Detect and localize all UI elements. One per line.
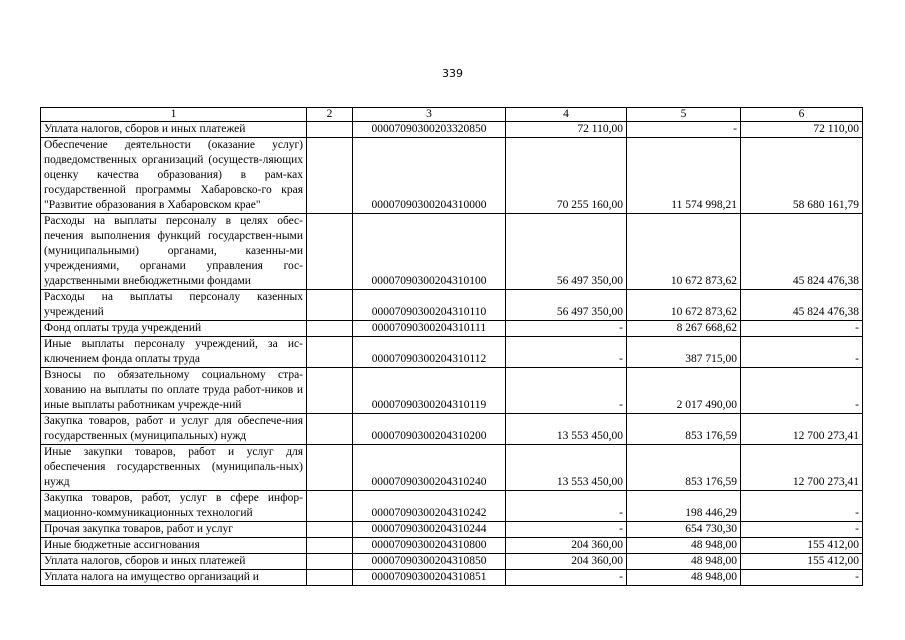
table-row xyxy=(41,321,863,337)
row-code-cell: 00007090300204310800 xyxy=(353,538,506,554)
row-col5-value: 48 948,00 xyxy=(627,554,741,570)
row-col6-value: 155 412,00 xyxy=(741,538,863,554)
table-row xyxy=(41,538,863,554)
row-name-cell: Иные закупки товаров, работ и услуг для обеспечения государственных (муниципаль-ных) нужд xyxy=(41,445,307,491)
row-name-cell: Расходы на выплаты персоналу казенных учреждений xyxy=(41,290,307,321)
row-col4-value: 70 255 160,00 xyxy=(506,138,627,214)
row-name-cell: Расходы на выплаты персоналу в целях обес-печения выполнения функций государствен-ными (муниципальными) органами, казенны-ми учреждениями, органами управления гос-ударственными внебюджетными фондами xyxy=(41,214,307,290)
row-code-cell: 00007090300204310000 xyxy=(353,138,506,214)
row-col4-value: - xyxy=(506,337,627,368)
row-name-cell: Взносы по обязательному социальному стра-хованию на выплаты по оплате труда работ-ников и иные выплаты работникам учрежде-ний xyxy=(41,368,307,414)
row-col6-value: 45 824 476,38 xyxy=(741,214,863,290)
column-header: 1 xyxy=(41,108,307,122)
table-row xyxy=(41,445,863,491)
row-code-cell: 00007090300204310111 xyxy=(353,321,506,337)
row-col5-value: 853 176,59 xyxy=(627,445,741,491)
row-col4-value: - xyxy=(506,570,627,586)
row-code-cell: 00007090300204310110 xyxy=(353,290,506,321)
row-col6-value: 58 680 161,79 xyxy=(741,138,863,214)
table-row xyxy=(41,368,863,414)
table-row xyxy=(41,122,863,138)
row-col2-cell xyxy=(307,570,353,586)
row-name-cell: Прочая закупка товаров, работ и услуг xyxy=(41,522,307,538)
row-col6-value: 12 700 273,41 xyxy=(741,414,863,445)
row-code-cell: 00007090300204310100 xyxy=(353,214,506,290)
row-name-cell: Уплата налога на имущество организаций и xyxy=(41,570,307,586)
row-col4-value: 13 553 450,00 xyxy=(506,445,627,491)
row-name-cell: Фонд оплаты труда учреждений xyxy=(41,321,307,337)
row-col6-value: 72 110,00 xyxy=(741,122,863,138)
row-col6-value: - xyxy=(741,321,863,337)
table-row xyxy=(41,290,863,321)
row-col5-value: 387 715,00 xyxy=(627,337,741,368)
row-col2-cell xyxy=(307,445,353,491)
row-col4-value: 204 360,00 xyxy=(506,538,627,554)
table-row xyxy=(41,214,863,290)
row-code-cell: 00007090300204310119 xyxy=(353,368,506,414)
row-col5-value: 10 672 873,62 xyxy=(627,214,741,290)
table-row xyxy=(41,337,863,368)
row-col4-value: - xyxy=(506,368,627,414)
budget-report-table xyxy=(40,107,863,586)
row-col4-value: 204 360,00 xyxy=(506,554,627,570)
row-col2-cell xyxy=(307,538,353,554)
table-row xyxy=(41,491,863,522)
row-name-cell: Закупка товаров, работ, услуг в сфере инфор-мационно-коммуникационных технологий xyxy=(41,491,307,522)
row-col6-value: - xyxy=(741,570,863,586)
column-header: 4 xyxy=(506,108,627,122)
row-col6-value: 12 700 273,41 xyxy=(741,445,863,491)
row-col4-value: 56 497 350,00 xyxy=(506,290,627,321)
header-row xyxy=(41,108,863,122)
row-col6-value: - xyxy=(741,491,863,522)
row-code-cell: 00007090300204310244 xyxy=(353,522,506,538)
row-code-cell: 00007090300204310200 xyxy=(353,414,506,445)
row-col5-value: 10 672 873,62 xyxy=(627,290,741,321)
row-col5-value: 2 017 490,00 xyxy=(627,368,741,414)
row-code-cell: 00007090300203320850 xyxy=(353,122,506,138)
row-col2-cell xyxy=(307,138,353,214)
row-col2-cell xyxy=(307,214,353,290)
row-col2-cell xyxy=(307,554,353,570)
row-col5-value: - xyxy=(627,122,741,138)
column-header: 6 xyxy=(741,108,863,122)
table-row xyxy=(41,414,863,445)
row-col4-value: - xyxy=(506,321,627,337)
page-number: 339 xyxy=(442,67,463,80)
row-col6-value: - xyxy=(741,337,863,368)
row-col6-value: 155 412,00 xyxy=(741,554,863,570)
row-code-cell: 00007090300204310240 xyxy=(353,445,506,491)
row-col4-value: 56 497 350,00 xyxy=(506,214,627,290)
row-col5-value: 8 267 668,62 xyxy=(627,321,741,337)
column-header: 2 xyxy=(307,108,353,122)
row-col5-value: 853 176,59 xyxy=(627,414,741,445)
row-col6-value: 45 824 476,38 xyxy=(741,290,863,321)
row-name-cell: Иные выплаты персоналу учреждений, за ис-ключением фонда оплаты труда xyxy=(41,337,307,368)
row-col2-cell xyxy=(307,522,353,538)
row-col4-value: 72 110,00 xyxy=(506,122,627,138)
table-row xyxy=(41,138,863,214)
row-name-cell: Уплата налогов, сборов и иных платежей xyxy=(41,122,307,138)
row-name-cell: Закупка товаров, работ и услуг для обеспече-ния государственных (муниципальных) нужд xyxy=(41,414,307,445)
row-col4-value: 13 553 450,00 xyxy=(506,414,627,445)
row-col2-cell xyxy=(307,321,353,337)
row-col2-cell xyxy=(307,491,353,522)
row-col5-value: 48 948,00 xyxy=(627,538,741,554)
row-name-cell: Обеспечение деятельности (оказание услуг) подведомственных организаций (осуществ-ляющих оценку качества образования) в рам-ках государственной программы Хабаровско-го края "Развитие образования в Хабаровском крае" xyxy=(41,138,307,214)
column-header: 5 xyxy=(627,108,741,122)
row-code-cell: 00007090300204310851 xyxy=(353,570,506,586)
row-col2-cell xyxy=(307,414,353,445)
row-code-cell: 00007090300204310850 xyxy=(353,554,506,570)
row-code-cell: 00007090300204310112 xyxy=(353,337,506,368)
row-col5-value: 48 948,00 xyxy=(627,570,741,586)
row-col4-value: - xyxy=(506,522,627,538)
table-row xyxy=(41,554,863,570)
row-col2-cell xyxy=(307,290,353,321)
row-code-cell: 00007090300204310242 xyxy=(353,491,506,522)
table-row xyxy=(41,522,863,538)
column-header: 3 xyxy=(353,108,506,122)
row-col6-value: - xyxy=(741,522,863,538)
row-col2-cell xyxy=(307,368,353,414)
row-name-cell: Иные бюджетные ассигнования xyxy=(41,538,307,554)
row-name-cell: Уплата налогов, сборов и иных платежей xyxy=(41,554,307,570)
table-row xyxy=(41,570,863,586)
row-col5-value: 198 446,29 xyxy=(627,491,741,522)
row-col2-cell xyxy=(307,122,353,138)
row-col4-value: - xyxy=(506,491,627,522)
row-col5-value: 654 730,30 xyxy=(627,522,741,538)
row-col6-value: - xyxy=(741,368,863,414)
row-col5-value: 11 574 998,21 xyxy=(627,138,741,214)
row-col2-cell xyxy=(307,337,353,368)
